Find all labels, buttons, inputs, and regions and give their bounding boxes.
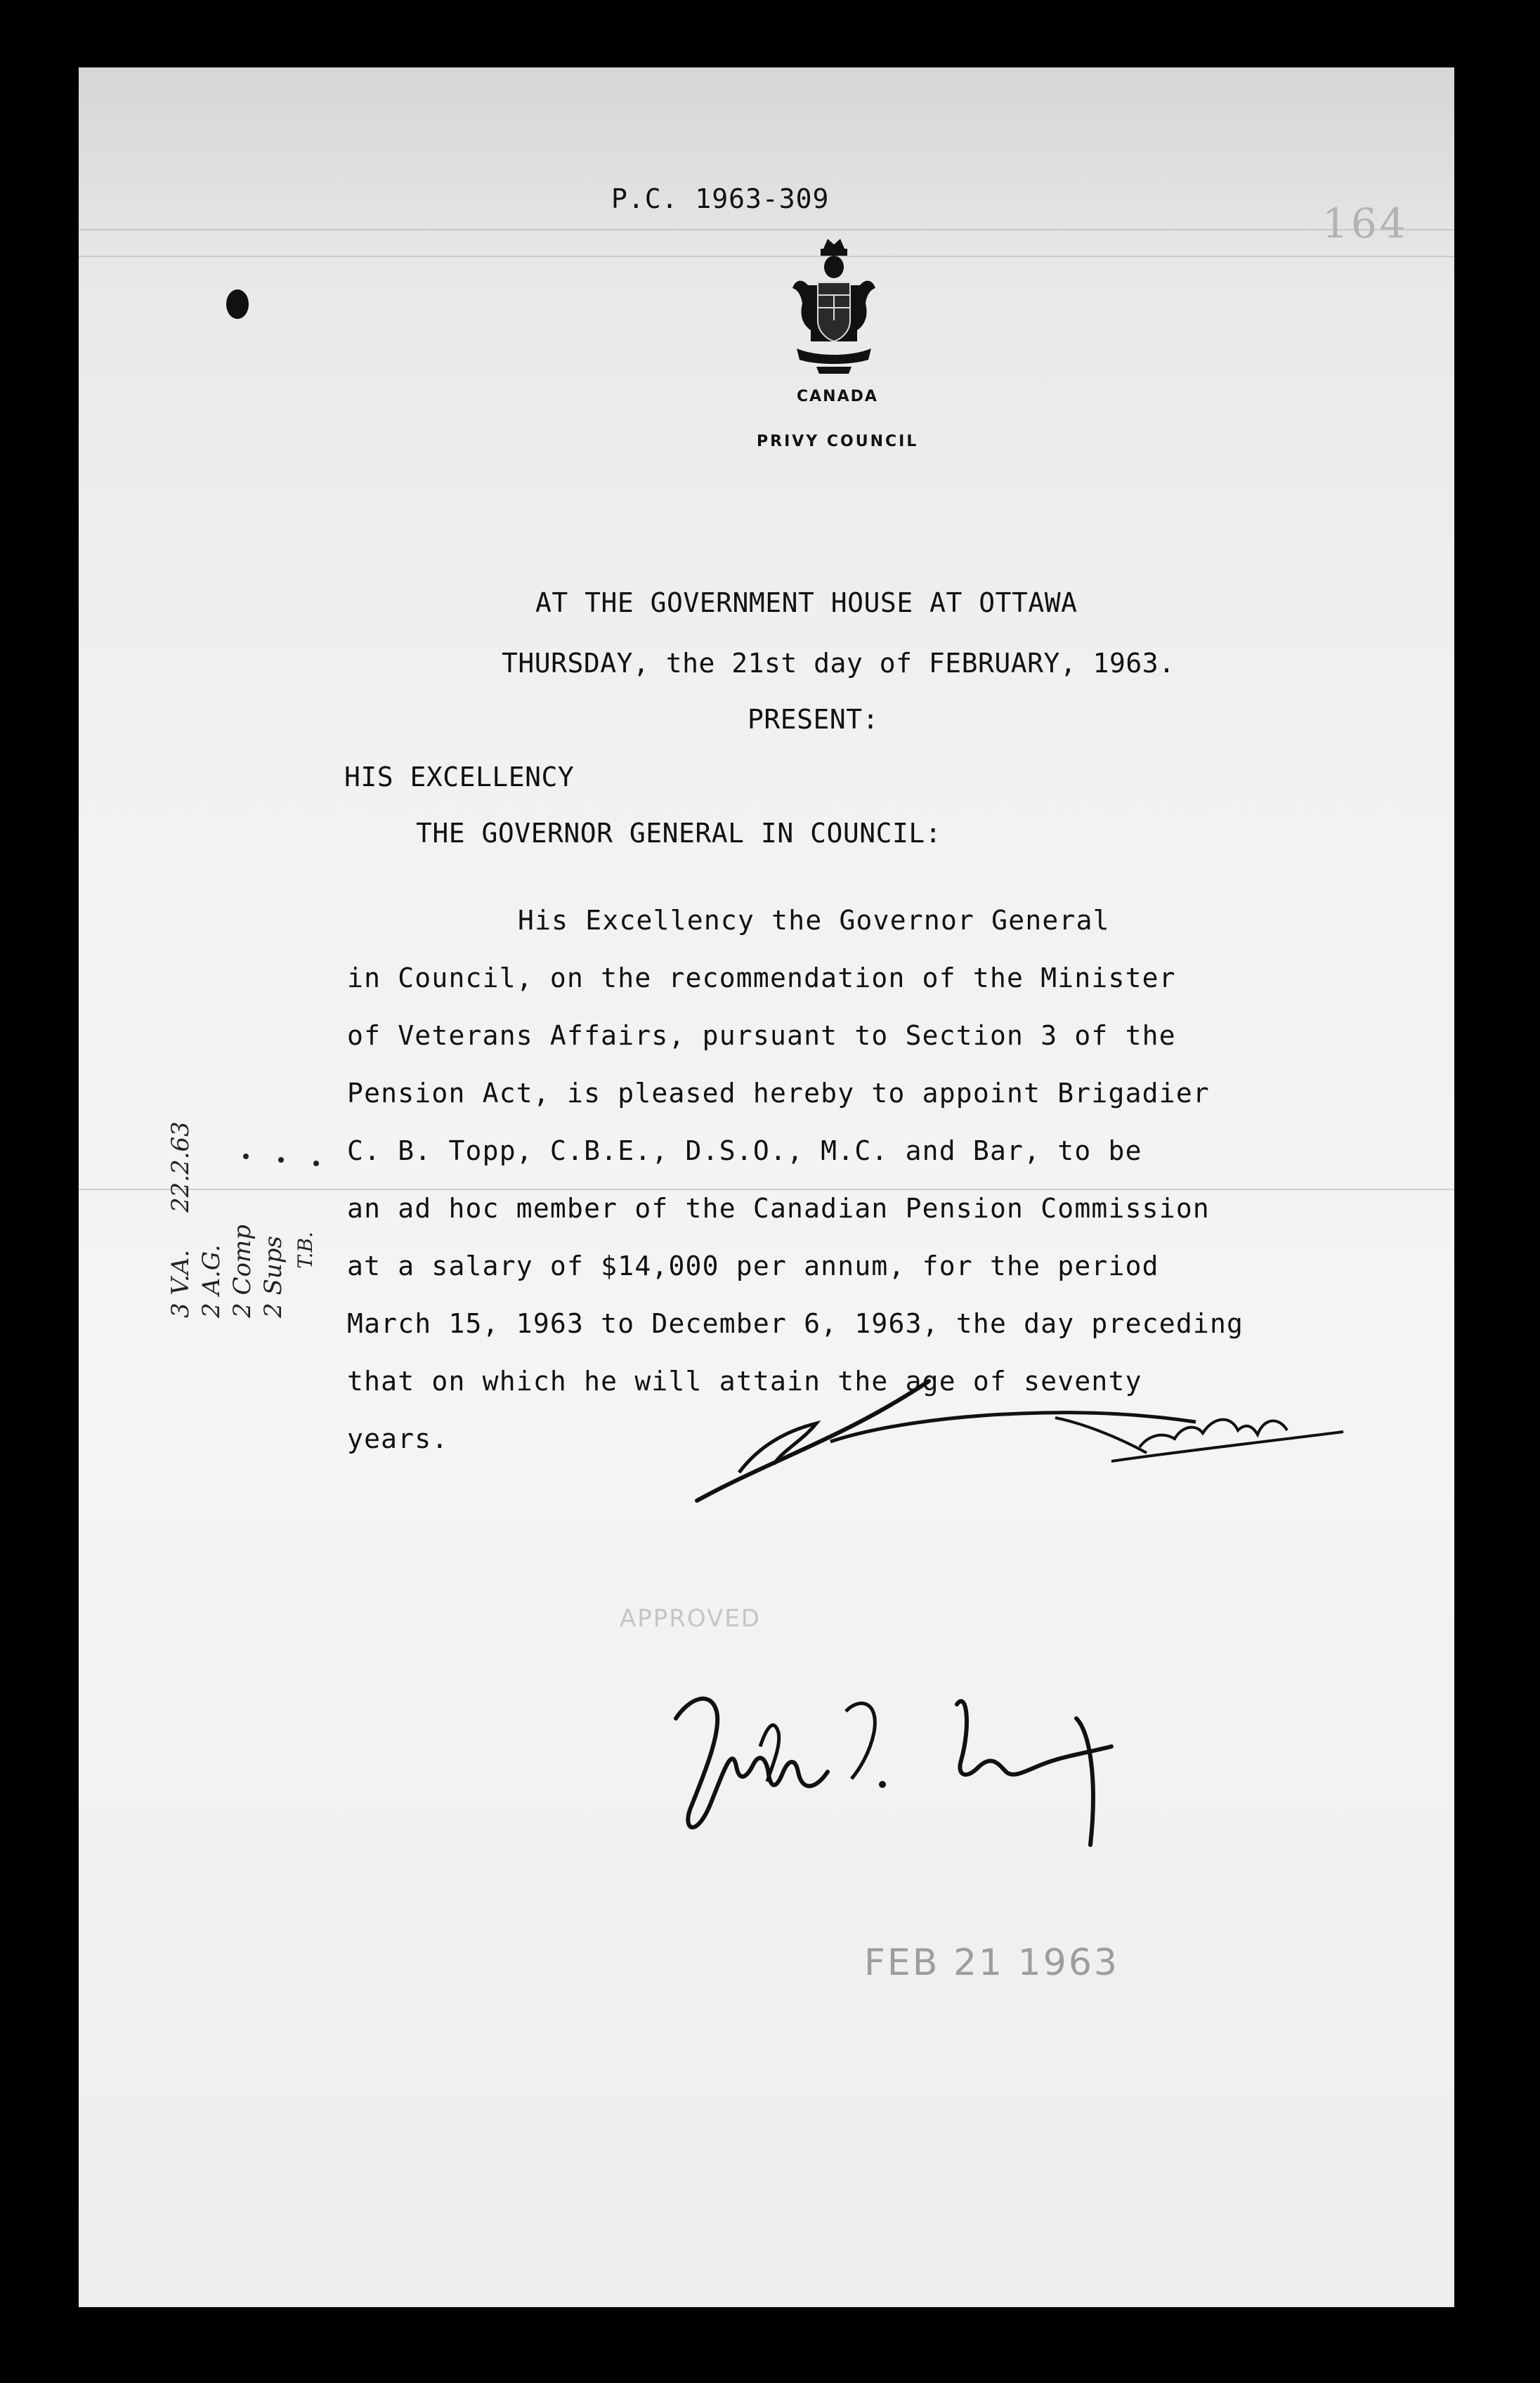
meeting-location: AT THE GOVERNMENT HOUSE AT OTTAWA bbox=[535, 587, 1078, 618]
attendee-line: HIS EXCELLENCY bbox=[344, 762, 575, 792]
scan-line bbox=[79, 229, 1454, 230]
sheet-number: 164 bbox=[1322, 200, 1409, 247]
order-text-line: that on which he will attain the age of seventy bbox=[347, 1366, 1142, 1397]
order-text-line: at a salary of $14,000 per annum, for the period bbox=[347, 1251, 1159, 1281]
meeting-date: THURSDAY, the 21st day of FEBRUARY, 1963. bbox=[502, 648, 1175, 679]
punch-hole bbox=[226, 289, 249, 319]
present-label: PRESENT: bbox=[748, 704, 880, 735]
order-text-line: His Excellency the Governor General bbox=[518, 905, 1110, 936]
margin-note-date: 22.2.63 bbox=[167, 1121, 195, 1213]
order-text-line: of Veterans Affairs, pursuant to Section 3 of the bbox=[347, 1020, 1176, 1051]
margin-note: T.B. bbox=[294, 1232, 317, 1269]
margin-note: 2 Sups bbox=[259, 1236, 287, 1318]
coat-of-arms-icon bbox=[781, 236, 887, 377]
margin-note: 2 A.G. bbox=[197, 1244, 226, 1318]
margin-note: 3 V.A. bbox=[167, 1249, 195, 1318]
date-stamp: FEB 21 1963 bbox=[864, 1942, 1120, 1984]
order-text-line: years. bbox=[347, 1423, 449, 1454]
order-text-line: in Council, on the recommendation of the Minister bbox=[347, 962, 1176, 993]
signature-governor-general bbox=[648, 1641, 1182, 1873]
approved-stamp: APPROVED bbox=[620, 1605, 761, 1633]
scan-line bbox=[79, 256, 1454, 257]
margin-notes bbox=[162, 1065, 365, 1332]
order-text-line: March 15, 1963 to December 6, 1963, the day preceding bbox=[347, 1308, 1244, 1339]
order-number: P.C. 1963-309 bbox=[611, 183, 830, 214]
order-text-line: an ad hoc member of the Canadian Pension Commission bbox=[347, 1193, 1210, 1224]
attendee-line: THE GOVERNOR GENERAL IN COUNCIL: bbox=[416, 818, 942, 849]
document-page bbox=[79, 67, 1454, 2307]
country-label: CANADA bbox=[797, 388, 878, 405]
order-text-line: Pension Act, is pleased hereby to appoint Brigadier bbox=[347, 1078, 1210, 1109]
council-label: PRIVY COUNCIL bbox=[757, 433, 919, 450]
signature-clerk bbox=[690, 1374, 1454, 1606]
margin-note: 2 Comp bbox=[228, 1225, 256, 1318]
order-text-line: C. B. Topp, C.B.E., D.S.O., M.C. and Bar, to be bbox=[347, 1135, 1142, 1166]
